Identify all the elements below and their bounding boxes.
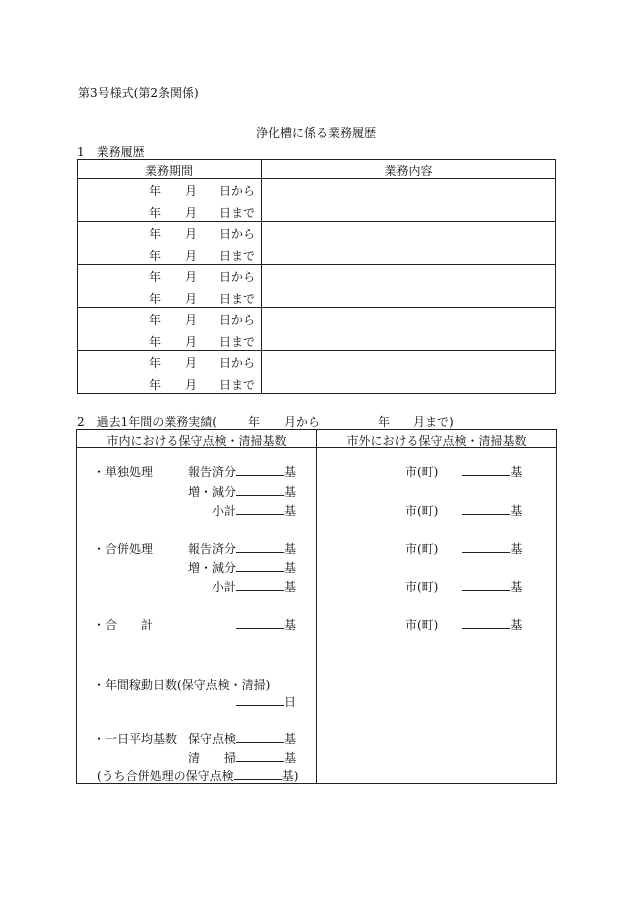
total-field: 基 — [236, 616, 296, 633]
col-header-period: 業務期間 — [144, 164, 193, 178]
input-blank — [462, 463, 510, 476]
solo-subtotal-field: 小計 基 — [212, 504, 297, 518]
combined-maintenance-note: (うち合併処理の保守点検 基) — [97, 769, 299, 783]
input-blank — [236, 616, 284, 629]
input-blank — [236, 693, 284, 706]
daily-maintenance-field: 保守点検 基 — [188, 732, 297, 746]
col-header-inside: 市内における保守点検・清掃基数 — [106, 434, 287, 448]
document-title: 浄化槽に係る業務履歴 — [256, 126, 377, 140]
outside-combined-report: 市(町) 基 — [405, 542, 523, 556]
combined-increase-field: 増・減分 基 — [188, 561, 297, 575]
period-to: 年 月 日まで — [149, 206, 256, 220]
input-blank — [236, 559, 284, 572]
period-from: 年 月 日から — [149, 356, 256, 370]
input-blank — [236, 540, 284, 553]
outside-solo-report: 市(町) 基 — [405, 465, 523, 479]
daily-cleaning-field: 清 掃 基 — [188, 751, 297, 765]
outside-solo-subtotal: 市(町) 基 — [405, 504, 523, 518]
input-blank — [234, 767, 282, 780]
period-from: 年 月 日から — [149, 184, 256, 198]
solo-report-field: 報告済分 基 — [188, 465, 297, 479]
operating-days-field: 日 — [236, 693, 296, 710]
input-blank — [236, 578, 284, 591]
period-to: 年 月 日まで — [149, 292, 256, 306]
period-from: 年 月 日から — [149, 270, 256, 284]
label-total: ・合 計 — [93, 618, 154, 632]
solo-increase-field: 増・減分 基 — [188, 485, 297, 499]
input-blank — [462, 578, 510, 591]
label-solo: ・単独処理 — [93, 465, 154, 479]
period-to: 年 月 日まで — [149, 335, 256, 349]
input-blank — [462, 616, 510, 629]
form-label: 第3号様式(第2条関係) — [78, 86, 199, 100]
col-header-outside: 市外における保守点検・清掃基数 — [346, 434, 527, 448]
outside-total: 市(町) 基 — [405, 618, 523, 632]
input-blank — [236, 502, 284, 515]
section1-heading: 1 業務履歴 — [77, 145, 145, 159]
outside-combined-subtotal: 市(町) 基 — [405, 580, 523, 594]
label-operating-days: ・年間稼動日数(保守点検・清掃) — [93, 678, 271, 692]
period-to: 年 月 日まで — [149, 378, 256, 392]
label-daily-average: ・一日平均基数 — [93, 732, 178, 746]
input-blank — [462, 540, 510, 553]
input-blank — [236, 730, 284, 743]
period-from: 年 月 日から — [149, 313, 256, 327]
input-blank — [236, 463, 284, 476]
combined-report-field: 報告済分 基 — [188, 542, 297, 556]
period-to: 年 月 日まで — [149, 249, 256, 263]
input-blank — [462, 502, 510, 515]
period-from: 年 月 日から — [149, 227, 256, 241]
col-header-content: 業務内容 — [384, 164, 433, 178]
combined-subtotal-field: 小計 基 — [212, 580, 297, 594]
label-combined: ・合併処理 — [93, 542, 154, 556]
input-blank — [236, 749, 284, 762]
input-blank — [236, 483, 284, 496]
